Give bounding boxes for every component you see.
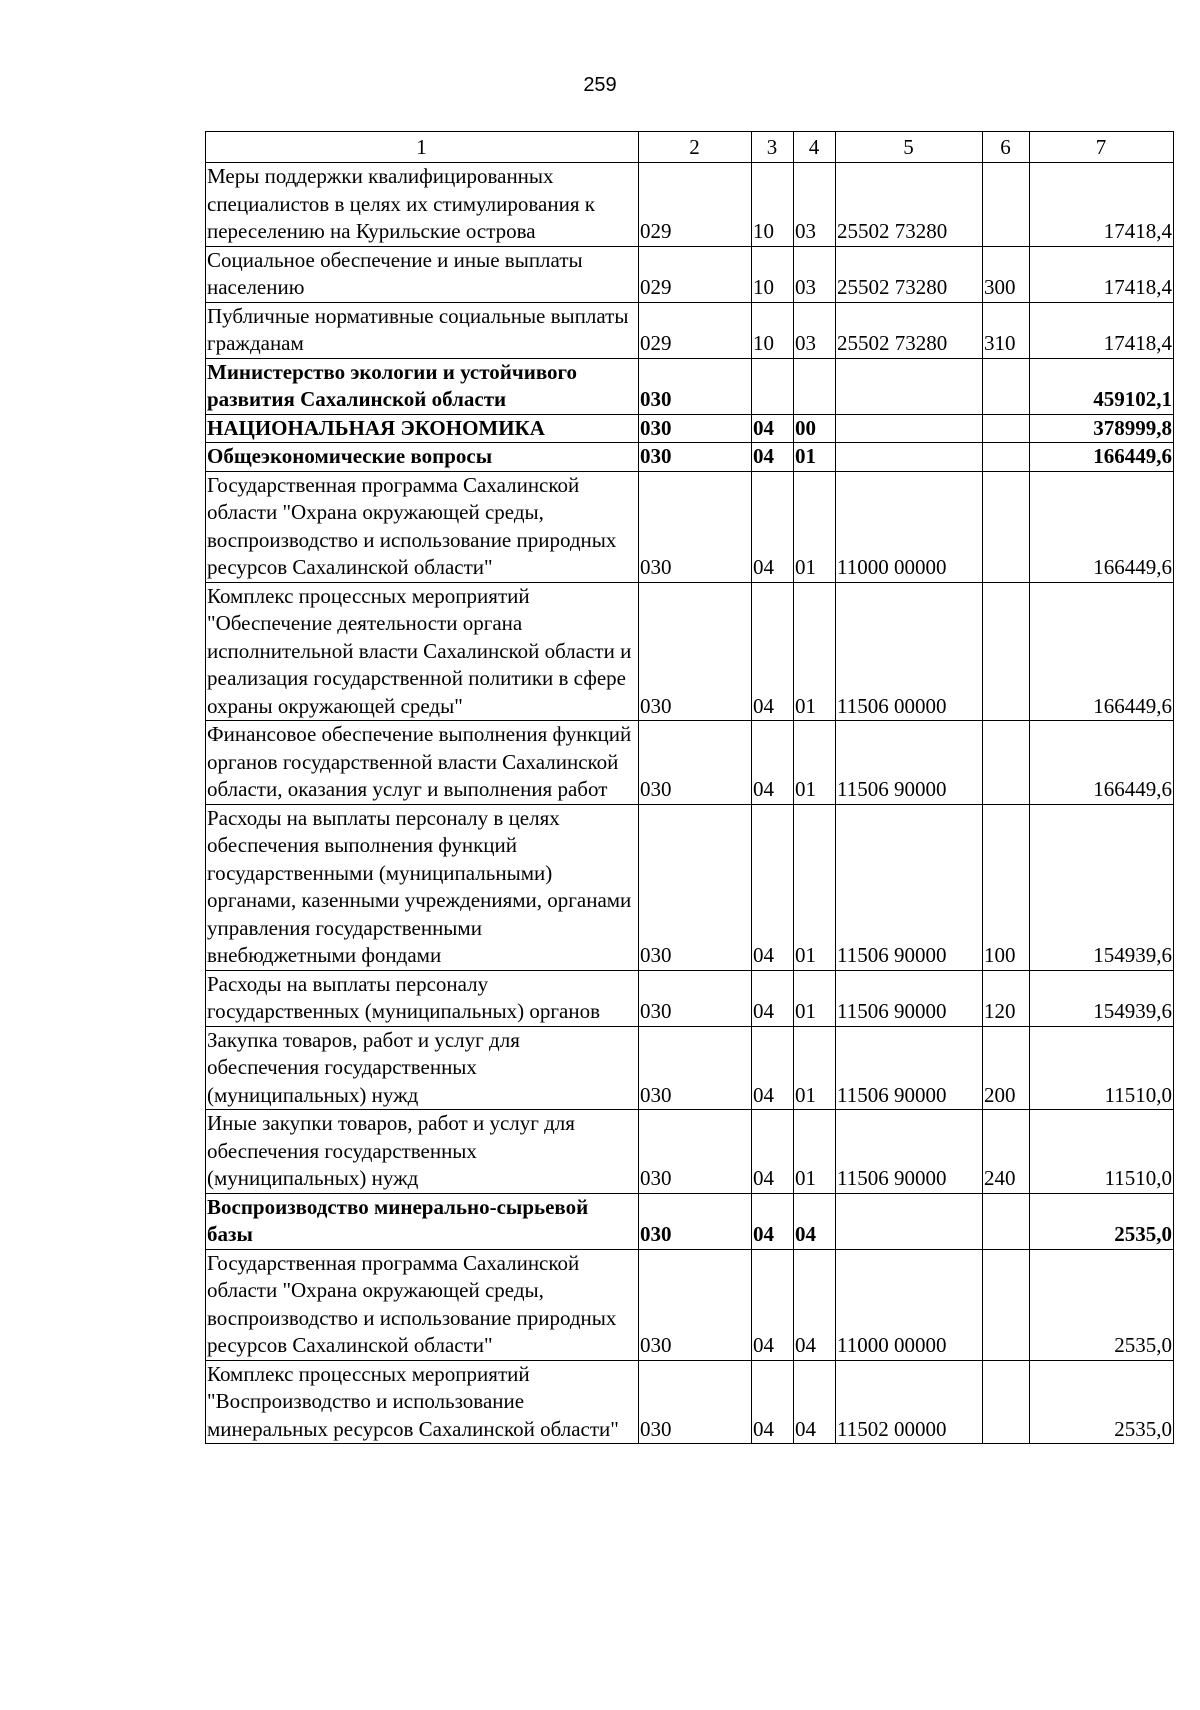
section-code-cell: 04 (752, 970, 794, 1026)
subsection-code-cell: 01 (794, 1026, 836, 1110)
target-article-cell: 11506 00000 (836, 582, 983, 721)
subsection-code-cell: 04 (794, 1360, 836, 1444)
expense-type-cell: 120 (983, 970, 1030, 1026)
expense-type-cell (983, 582, 1030, 721)
ministry-code-cell: 029 (639, 246, 752, 302)
amount-cell: 378999,8 (1030, 414, 1174, 443)
ministry-code-cell: 030 (639, 804, 752, 970)
column-header: 2 (639, 132, 752, 163)
amount-cell: 166449,6 (1030, 721, 1174, 805)
section-code-cell: 04 (752, 582, 794, 721)
column-header: 4 (794, 132, 836, 163)
item-name-cell: Общеэкономические вопросы (206, 443, 639, 472)
item-name-cell: Социальное обеспечение и иные выплаты населению (206, 246, 639, 302)
expense-type-cell: 310 (983, 302, 1030, 358)
section-code-cell: 04 (752, 1193, 794, 1249)
subsection-code-cell: 04 (794, 1193, 836, 1249)
item-name-cell: Меры поддержки квалифицированных специалистов в целях их стимулирования к переселению на Курильские острова (206, 163, 639, 247)
ministry-code-cell: 030 (639, 358, 752, 414)
ministry-code-cell: 030 (639, 582, 752, 721)
table-row (206, 1360, 1174, 1444)
subsection-code-cell: 01 (794, 443, 836, 472)
ministry-code-cell: 029 (639, 302, 752, 358)
target-article-cell: 11506 90000 (836, 970, 983, 1026)
table-row (206, 358, 1174, 414)
section-code-cell: 04 (752, 443, 794, 472)
table-row (206, 414, 1174, 443)
amount-cell: 2535,0 (1030, 1249, 1174, 1360)
target-article-cell (836, 358, 983, 414)
subsection-code-cell: 03 (794, 163, 836, 247)
expense-type-cell: 300 (983, 246, 1030, 302)
item-name-cell: Иные закупки товаров, работ и услуг для обеспечения государственных (муниципальных) нужд (206, 1110, 639, 1194)
target-article-cell: 11506 90000 (836, 721, 983, 805)
item-name-cell: Комплекс процессных мероприятий "Воспроизводство и использование минеральных ресурсов Сахалинской области" (206, 1360, 639, 1444)
section-code-cell: 04 (752, 1360, 794, 1444)
amount-cell: 17418,4 (1030, 163, 1174, 247)
table-row (206, 721, 1174, 805)
item-name-cell: Закупка товаров, работ и услуг для обеспечения государственных (муниципальных) нужд (206, 1026, 639, 1110)
item-name-cell: НАЦИОНАЛЬНАЯ ЭКОНОМИКА (206, 414, 639, 443)
amount-cell: 166449,6 (1030, 471, 1174, 582)
expense-type-cell (983, 1193, 1030, 1249)
target-article-cell: 25502 73280 (836, 246, 983, 302)
expense-type-cell (983, 358, 1030, 414)
amount-cell: 166449,6 (1030, 443, 1174, 472)
table-body (206, 163, 1174, 1444)
table-row (206, 1193, 1174, 1249)
item-name-cell: Финансовое обеспечение выполнения функций органов государственной власти Сахалинской области, оказания услуг и выполнения работ (206, 721, 639, 805)
section-code-cell: 10 (752, 246, 794, 302)
subsection-code-cell: 01 (794, 582, 836, 721)
column-header: 3 (752, 132, 794, 163)
column-header: 5 (836, 132, 983, 163)
target-article-cell: 25502 73280 (836, 163, 983, 247)
expense-type-cell (983, 163, 1030, 247)
ministry-code-cell: 030 (639, 1249, 752, 1360)
subsection-code-cell: 03 (794, 246, 836, 302)
table-row (206, 163, 1174, 247)
ministry-code-cell: 030 (639, 1110, 752, 1194)
header-row (206, 132, 1174, 163)
item-name-cell: Министерство экологии и устойчивого развития Сахалинской области (206, 358, 639, 414)
target-article-cell (836, 414, 983, 443)
expense-type-cell (983, 414, 1030, 443)
target-article-cell: 11506 90000 (836, 1110, 983, 1194)
table-row (206, 1249, 1174, 1360)
target-article-cell: 11506 90000 (836, 804, 983, 970)
ministry-code-cell: 029 (639, 163, 752, 247)
ministry-code-cell: 030 (639, 471, 752, 582)
budget-table (205, 131, 1174, 1444)
column-header: 6 (983, 132, 1030, 163)
expense-type-cell (983, 471, 1030, 582)
target-article-cell (836, 443, 983, 472)
subsection-code-cell: 01 (794, 970, 836, 1026)
section-code-cell (752, 358, 794, 414)
table-row (206, 1026, 1174, 1110)
amount-cell: 2535,0 (1030, 1193, 1174, 1249)
amount-cell: 2535,0 (1030, 1360, 1174, 1444)
ministry-code-cell: 030 (639, 1193, 752, 1249)
ministry-code-cell: 030 (639, 414, 752, 443)
column-header: 1 (206, 132, 639, 163)
section-code-cell: 04 (752, 414, 794, 443)
section-code-cell: 04 (752, 804, 794, 970)
target-article-cell: 11506 90000 (836, 1026, 983, 1110)
item-name-cell: Воспроизводство минерально-сырьевой базы (206, 1193, 639, 1249)
amount-cell: 459102,1 (1030, 358, 1174, 414)
section-code-cell: 10 (752, 163, 794, 247)
subsection-code-cell: 00 (794, 414, 836, 443)
section-code-cell: 04 (752, 471, 794, 582)
expense-type-cell: 240 (983, 1110, 1030, 1194)
table-row (206, 443, 1174, 472)
section-code-cell: 04 (752, 721, 794, 805)
table-row (206, 582, 1174, 721)
amount-cell: 154939,6 (1030, 970, 1174, 1026)
item-name-cell: Расходы на выплаты персоналу государственных (муниципальных) органов (206, 970, 639, 1026)
item-name-cell: Комплекс процессных мероприятий "Обеспечение деятельности органа исполнительной власти Сахалинской области и реализация государственной политики в сфере охраны окружающей среды" (206, 582, 639, 721)
subsection-code-cell: 01 (794, 1110, 836, 1194)
amount-cell: 166449,6 (1030, 582, 1174, 721)
item-name-cell: Расходы на выплаты персоналу в целях обеспечения выполнения функций государственными (муниципальными) органами, казенными учреждениями, органами управления государственными внебюджетными фондами (206, 804, 639, 970)
ministry-code-cell: 030 (639, 970, 752, 1026)
table-row (206, 471, 1174, 582)
table-row (206, 246, 1174, 302)
target-article-cell: 25502 73280 (836, 302, 983, 358)
subsection-code-cell: 01 (794, 721, 836, 805)
expense-type-cell: 100 (983, 804, 1030, 970)
expense-type-cell: 200 (983, 1026, 1030, 1110)
section-code-cell: 04 (752, 1249, 794, 1360)
section-code-cell: 04 (752, 1026, 794, 1110)
target-article-cell: 11000 00000 (836, 1249, 983, 1360)
table-row (206, 1110, 1174, 1194)
ministry-code-cell: 030 (639, 443, 752, 472)
section-code-cell: 04 (752, 1110, 794, 1194)
item-name-cell: Государственная программа Сахалинской области "Охрана окружающей среды, воспроизводство и использование природных ресурсов Сахалинской области" (206, 1249, 639, 1360)
item-name-cell: Государственная программа Сахалинской области "Охрана окружающей среды, воспроизводство и использование природных ресурсов Сахалинской области" (206, 471, 639, 582)
ministry-code-cell: 030 (639, 1360, 752, 1444)
column-header: 7 (1030, 132, 1174, 163)
amount-cell: 11510,0 (1030, 1110, 1174, 1194)
amount-cell: 11510,0 (1030, 1026, 1174, 1110)
amount-cell: 17418,4 (1030, 302, 1174, 358)
table-row (206, 302, 1174, 358)
subsection-code-cell: 01 (794, 471, 836, 582)
table-row (206, 804, 1174, 970)
expense-type-cell (983, 443, 1030, 472)
target-article-cell: 11000 00000 (836, 471, 983, 582)
amount-cell: 17418,4 (1030, 246, 1174, 302)
page-number: 259 (583, 74, 617, 96)
subsection-code-cell: 01 (794, 804, 836, 970)
subsection-code-cell: 03 (794, 302, 836, 358)
subsection-code-cell (794, 358, 836, 414)
amount-cell: 154939,6 (1030, 804, 1174, 970)
target-article-cell: 11502 00000 (836, 1360, 983, 1444)
subsection-code-cell: 04 (794, 1249, 836, 1360)
expense-type-cell (983, 1249, 1030, 1360)
expense-type-cell (983, 721, 1030, 805)
target-article-cell (836, 1193, 983, 1249)
ministry-code-cell: 030 (639, 721, 752, 805)
section-code-cell: 10 (752, 302, 794, 358)
ministry-code-cell: 030 (639, 1026, 752, 1110)
expense-type-cell (983, 1360, 1030, 1444)
item-name-cell: Публичные нормативные социальные выплаты гражданам (206, 302, 639, 358)
table-row (206, 970, 1174, 1026)
